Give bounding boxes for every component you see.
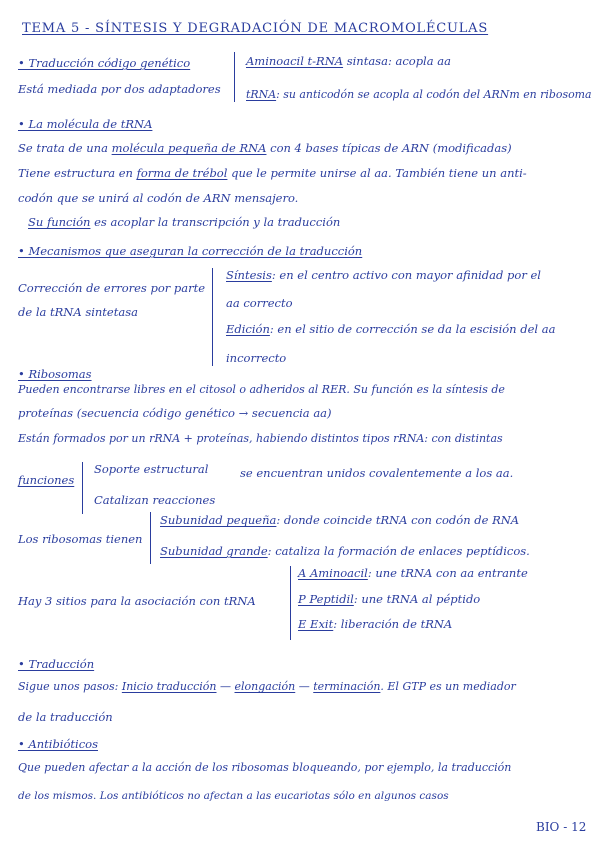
- traduccion-line-2: de la traducción: [18, 710, 113, 724]
- step-sep-1: —: [220, 680, 231, 693]
- trna-line-1: [18, 141, 512, 155]
- sitio-p-term: P Peptidil: [298, 592, 354, 606]
- heading-traduccion: • Traducción: [18, 657, 95, 671]
- funcion-catalizan: Catalizan reacciones: [94, 493, 216, 507]
- trna-term: tRNA: [246, 88, 277, 101]
- traduccion-l1-b: . El GTP es un mediador: [380, 680, 516, 693]
- trna-l2-term: forma de trébol: [136, 166, 228, 180]
- sitio-a-term: A Aminoacil: [298, 566, 368, 580]
- funciones-term: funciones: [18, 473, 75, 487]
- heading-mecanismos: • Mecanismos que aseguran la corrección de la traducción: [18, 244, 363, 258]
- correccion-left-1: Corrección de errores por parte: [18, 281, 206, 295]
- page-title: TEMA 5 - SÍNTESIS Y DEGRADACIÓN DE MACROMOLÉCULAS: [22, 21, 489, 36]
- trna-l1-term: molécula pequeña de RNA: [111, 141, 267, 155]
- heading-molecula-trna: • La molécula de tRNA: [18, 117, 153, 131]
- step-elongacion: elongación: [234, 680, 296, 693]
- sitio-p-rest: : une tRNA al péptido: [353, 592, 481, 606]
- sitio-e-rest: : liberación de tRNA: [333, 617, 453, 631]
- subunidad-pequena: [160, 513, 519, 527]
- trna-line-4: [28, 215, 340, 229]
- subunidad-pequena-rest: : donde coincide tRNA con codón de RNA: [276, 513, 520, 527]
- page-footer: BIO - 12: [536, 820, 587, 834]
- subunidad-grande-term: Subunidad grande: [160, 544, 268, 558]
- sitio-a: [298, 566, 528, 580]
- sintesis-term: Síntesis: [226, 268, 272, 282]
- subunidad-grande: [160, 544, 530, 558]
- trna-l2-a: Tiene estructura en: [18, 166, 133, 180]
- adaptadores-text: Está mediada por dos adaptadores: [18, 82, 221, 96]
- correccion-left-2: de la tRNA sintetasa: [18, 305, 138, 319]
- trna-l1-a: Se trata de una: [18, 141, 108, 155]
- subunidad-grande-rest: : cataliza la formación de enlaces peptídicos.: [267, 544, 530, 558]
- ribosomas-p1: Pueden encontrarse libres en el citosol o adheridos al RER. Su función es la síntesis de: [18, 383, 505, 396]
- brace-funciones: [82, 462, 83, 514]
- trna-l1-b: con 4 bases típicas de ARN (modificadas): [270, 141, 512, 155]
- ribosomas-p3: Están formados por un rRNA + proteínas, habiendo distintos tipos rRNA: con distintas: [18, 432, 503, 445]
- edicion-line: [226, 322, 555, 336]
- antibioticos-line-2: de los mismos. Los antibióticos no afectan a las eucariotas sólo en algunos casos: [18, 790, 449, 802]
- brace-subunidades: [150, 512, 151, 564]
- step-inicio: Inicio traducción: [121, 680, 217, 693]
- aminoacil-rest: sintasa: acopla aa: [346, 54, 451, 68]
- sitios-intro: Hay 3 sitios para la asociación con tRNA: [18, 594, 256, 608]
- trna-l2-b: que le permite unirse al aa. También tiene un anti-: [231, 166, 527, 180]
- sintesis-rest: : en el centro activo con mayor afinidad por el: [271, 268, 541, 282]
- sitio-e-term: E Exit: [298, 617, 334, 631]
- trna-l4-term: Su función: [28, 215, 91, 229]
- subunidad-pequena-term: Subunidad pequeña: [160, 513, 277, 527]
- sintesis-line-2: aa correcto: [226, 296, 293, 310]
- trna-line: [246, 88, 592, 102]
- edicion-rest: : en el sitio de corrección se da la escisión del aa: [269, 322, 556, 336]
- step-terminacion: terminación: [313, 680, 381, 693]
- sitio-e: [298, 617, 452, 631]
- heading-ribosomas: • Ribosomas: [18, 367, 92, 381]
- brace-adaptadores: [234, 52, 235, 102]
- traduccion-l1-a: Sigue unos pasos:: [18, 680, 119, 693]
- brace-correccion: [212, 268, 213, 366]
- heading-antibioticos: • Antibióticos: [18, 737, 98, 751]
- aminoacil-line: [246, 54, 451, 68]
- subunidades-intro: Los ribosomas tienen: [18, 532, 143, 546]
- brace-sitios: [290, 566, 291, 640]
- trna-line-3: codón que se unirá al codón de ARN mensajero.: [18, 191, 299, 205]
- trna-rest: : su anticodón se acopla al codón del ARNm en ribosoma: [276, 88, 592, 101]
- edicion-term: Edición: [226, 322, 270, 336]
- step-sep-2: —: [298, 680, 310, 693]
- antibioticos-line-1: Que pueden afectar a la acción de los ribosomas bloqueando, por ejemplo, la traducción: [18, 761, 512, 774]
- trna-l4-b: es acoplar la transcripción y la traducción: [94, 215, 341, 229]
- edicion-line-2: incorrecto: [226, 351, 287, 365]
- sitio-p: [298, 592, 480, 606]
- heading-traduccion-codigo: • Traducción código genético: [18, 56, 191, 70]
- sitio-a-rest: : une tRNA con aa entrante: [367, 566, 528, 580]
- funcion-soporte: Soporte estructural: [94, 462, 209, 476]
- traduccion-line-1: [18, 680, 516, 694]
- sintesis-line: [226, 268, 541, 282]
- trna-line-2: [18, 166, 527, 180]
- ribosomas-p2: proteínas (secuencia código genético → secuencia aa): [18, 406, 332, 420]
- funciones-side: se encuentran unidos covalentemente a los aa.: [240, 466, 514, 480]
- aminoacil-term: Aminoacil t-RNA: [246, 54, 344, 68]
